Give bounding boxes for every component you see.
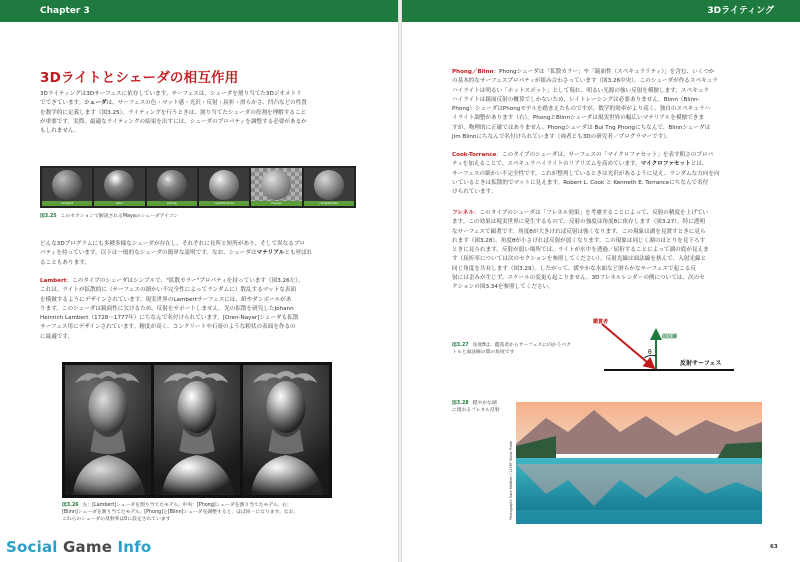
text-line: サーフェス用にデザインされています。精度が高く、コンクリートや石膏のような粉状の表面を作るの: [40, 324, 296, 331]
shader-icon: [199, 168, 249, 206]
figure-caption-3-26: [62, 502, 362, 523]
text-line: Cook-Torrance：このタイプのシェーダは、サーフェスの「マイクロファセット」を表す粗さのプロパ: [452, 152, 714, 158]
shader-icon-label: blinn: [94, 201, 144, 206]
term-cook-torrance: Cook-Torrance: [452, 152, 497, 158]
text-line: クションの図3.34を参照してください。: [452, 284, 554, 291]
text-line: の基本的なサーフェスプロパティが組み合わさっています（図3.26中央）。このシェーダが作るスペキュラ: [452, 78, 718, 85]
bust-render-blinn: [243, 365, 329, 495]
viewer-vector-arrow: [602, 324, 654, 368]
left-page: [0, 0, 398, 562]
text-line: ティを加えることで、スペキュラハイライトのリアリズムを高めています。マイクロファセットとは、: [452, 161, 708, 168]
shader-icon-label: lambert: [42, 201, 92, 206]
cook-torrance-paragraph: [452, 151, 776, 197]
diagram-viewer-label: 鑑賞者: [593, 319, 609, 325]
figure-number: 図3.28: [452, 401, 469, 406]
shader-icon-label: cookTorrance: [199, 201, 249, 206]
phong-blinn-paragraph: [452, 68, 776, 142]
text-line: れます（図3.28）。角度θが小さければ反射が弱くなります。この現象は同じく湖のほとりを見下ろす: [452, 237, 706, 244]
figure-number: 図3.25: [40, 214, 57, 219]
shader-icon-label: rampShader: [304, 201, 354, 206]
text-line: イライト調整があります（右）。PhongとBlinnシェーダは現実世界の幅広いマテリアルを模倣できま: [452, 115, 704, 122]
bold-term: マテリアル: [256, 250, 285, 257]
text-line: どんな3Dプログラムにも多種多様なシェーダが存在し、それぞれに長所と短所があり、そして異なるプロ: [40, 241, 306, 247]
shader-icon: [94, 168, 144, 206]
text-line: す（屈折率については次のセクションを参照してください）。反射光線は面法線を挟んで、入射光線と: [452, 256, 707, 263]
text-line: けられています。: [452, 189, 497, 196]
caption-line: [Blinn]シェーダを割り当てたモデル。[Phong]と[Blinn]シェーダを調整すると、ほぼ同一になります。なお、: [62, 510, 299, 515]
section-title: 3Dライトとシェーダの相互作用: [40, 70, 239, 86]
photo-credit-text: Photograph: Sara Mattner / 123RF Stock Photo: [509, 440, 513, 520]
text-line: ることもあります。: [40, 259, 90, 266]
caption-line: 図3.28 穏やかな湖: [452, 401, 497, 406]
intro-paragraph: [40, 90, 360, 136]
figure-caption-3-25: 図3.25 このセクションで解説されるMayaのシェーダアイコン: [40, 214, 179, 219]
text-line: 同じ角度を共有します（図3.29）。したがって、緩やかな水面など滑らかなサーフェスで起こる反: [452, 265, 696, 272]
photo-credit: [506, 404, 514, 522]
text-line: Phong）シェーダはPhongモデルを踏まえたものですが、数学的効率がより高く、独自のスペキュラハ: [452, 106, 711, 113]
social-game-info-watermark: Social Game Info: [6, 538, 152, 556]
chapter-header: Chapter 3: [0, 0, 398, 22]
text-line: パティを持っています。以下は一般的なシェーダの簡単な説明です。なお、シェーダはマテリアルとも呼ばれ: [40, 250, 313, 257]
lambert-paragraph: [40, 277, 362, 342]
text-line: でできています。シェーダは、サーフェスの色・マット感・光沢・反射・屈折・滑らかさ、凹凸などの性質: [40, 100, 307, 107]
text-line: なサーフェスで顕著です。角度θが大きければ反射は強くなります。この現象は湖を見渡すときに見ら: [452, 228, 706, 235]
caption-line: に現れるフレネル反射: [452, 408, 500, 413]
figure-number: 図3.27: [452, 343, 469, 348]
diagram-theta-label: θ: [648, 349, 652, 356]
text-line: ハイライトは鏡面反射の概算でしかないため、レイトレーシングは必要ありません。Blinn（Blinn-: [452, 96, 700, 103]
text-line: 3Dライティングは3Dサーフェスに依存しています。サーフェスは、シェーダを割り当てた3Dジオメトリ: [40, 91, 302, 97]
text-line: を模倣するようにデザインされています。現実世界のLambertサーフェスには、紙やダンボールがあ: [40, 296, 292, 303]
caption-line: トルと面法線の間の角度です: [452, 350, 515, 355]
fresnel-paragraph: [452, 209, 776, 293]
figure-caption-3-28: [452, 400, 512, 414]
text-line: Heinrich Lambert（1728〜1777年）にちなんで名付けられています。[Oren-Nayar]シェーダも拡散: [40, 315, 299, 322]
page-number: 63: [770, 544, 778, 550]
bust-render-lambert: [65, 365, 151, 495]
shader-overview-paragraph: [40, 240, 360, 268]
text-line: を数学的に定義します（図3.25）。ライティングを行うときは、割り当てたシェーダの役割を理解すること: [40, 109, 307, 116]
text-line: もしれません。: [40, 128, 80, 135]
text-line: Jim Blinnにちなんで名付けられています（両者とも3Dの研究者／プログラマーです）。: [452, 134, 672, 141]
text-line: サーフェスの細かい不完全性です。これが整列しているときは光沢があるように見え、ランダムな方向を向: [452, 170, 720, 177]
term-fresnel: フレネル: [452, 210, 474, 216]
bust-render-comparison: [62, 362, 332, 498]
text-line: Lambert：このタイプのシェーダはシンプルで、"拡散カラー"プロパティを持っています（図3.26左）。: [40, 278, 304, 284]
shader-icon-strip: [40, 166, 356, 208]
figure-number: 図3.26: [62, 503, 79, 508]
text-line: フレネル：このタイプのシェーダは「フレネル効果」を考慮することによって、反射の精度を上げてい: [452, 210, 709, 216]
shader-icon: [304, 168, 354, 206]
text-line: ります。このシェーダは鏡面性に欠けるため、反射をサポートしません。光の拡散を研究したJohann: [40, 305, 294, 312]
bold-term: マイクロファセット: [640, 161, 691, 168]
text-line: これは、ライトが拡散的に（サーフェスの細かい不完全性によってランダムに）散乱するマットな表面: [40, 287, 297, 294]
text-line: すが、物理的に正確ではありません。Phongシェーダは Bui Tng Phongにちなんで、Blinnシェーダは: [452, 124, 711, 131]
caption-line: 図3.26 左：[Lambert]シェーダを割り当てたモデル。中央：[Phong]シェーダを割り当てたモデル。右：: [62, 503, 292, 508]
caption-line: これらのシェーダの反射率は0に設定されています: [62, 517, 171, 522]
shader-icon-label: fresnel: [251, 201, 301, 206]
diagram-normal-label: 面法線: [662, 334, 678, 340]
text-line: ハイライトは明るい「ホットスポット」として現れ、明るい光源の強い反射を模倣します。スペキュラ: [452, 87, 709, 94]
text-line: Phong／Blinn：Phongシェーダは「拡散カラー」や「鏡面性（スペキュラリティ）」を含む、いくつか: [452, 69, 715, 75]
section-header: 3Dライティング: [402, 0, 800, 22]
shader-icon: [42, 168, 92, 206]
text-line: 射には歪みが生じず、スケールの変更も起こりません。3Dフレネルレンダーの例については、次のセ: [452, 275, 705, 282]
text-line: いているときは拡散的でマットに見えます。Robert L. Cook と Kenneth E. Torranceにちなんで名付: [452, 179, 709, 186]
fresnel-angle-diagram: [594, 318, 744, 378]
text-line: が重要です。実際、最適なライティングの結果を出すには、シェーダのプロパティを調整する必要があるか: [40, 118, 307, 125]
figure-caption-3-27: [452, 342, 592, 356]
lake-photo: [516, 402, 762, 524]
shader-icon-label: phong: [147, 201, 197, 206]
shader-icon: [147, 168, 197, 206]
caption-line: 図3.27 角度θは、鑑賞者からサーフェスに向かうベク: [452, 343, 572, 348]
diagram-surface-label: 反射サーフェス: [680, 360, 722, 367]
text-line: ときに見られます。反射が弱い場所では、ライトが水中を透過／屈折することによって湖の底が見えま: [452, 247, 709, 254]
bold-term: シェーダ: [84, 100, 107, 107]
term-lambert: Lambert: [40, 278, 67, 284]
term-phong-blinn: Phong／Blinn: [452, 69, 494, 75]
bust-render-phong: [154, 365, 240, 495]
text-line: ます。この効果は現実世界に発生するもので、反射の強度は角度θに依存します（図3.27）。特に透明: [452, 219, 706, 226]
text-line: に最適です。: [40, 333, 74, 340]
shader-icon: [251, 168, 301, 206]
